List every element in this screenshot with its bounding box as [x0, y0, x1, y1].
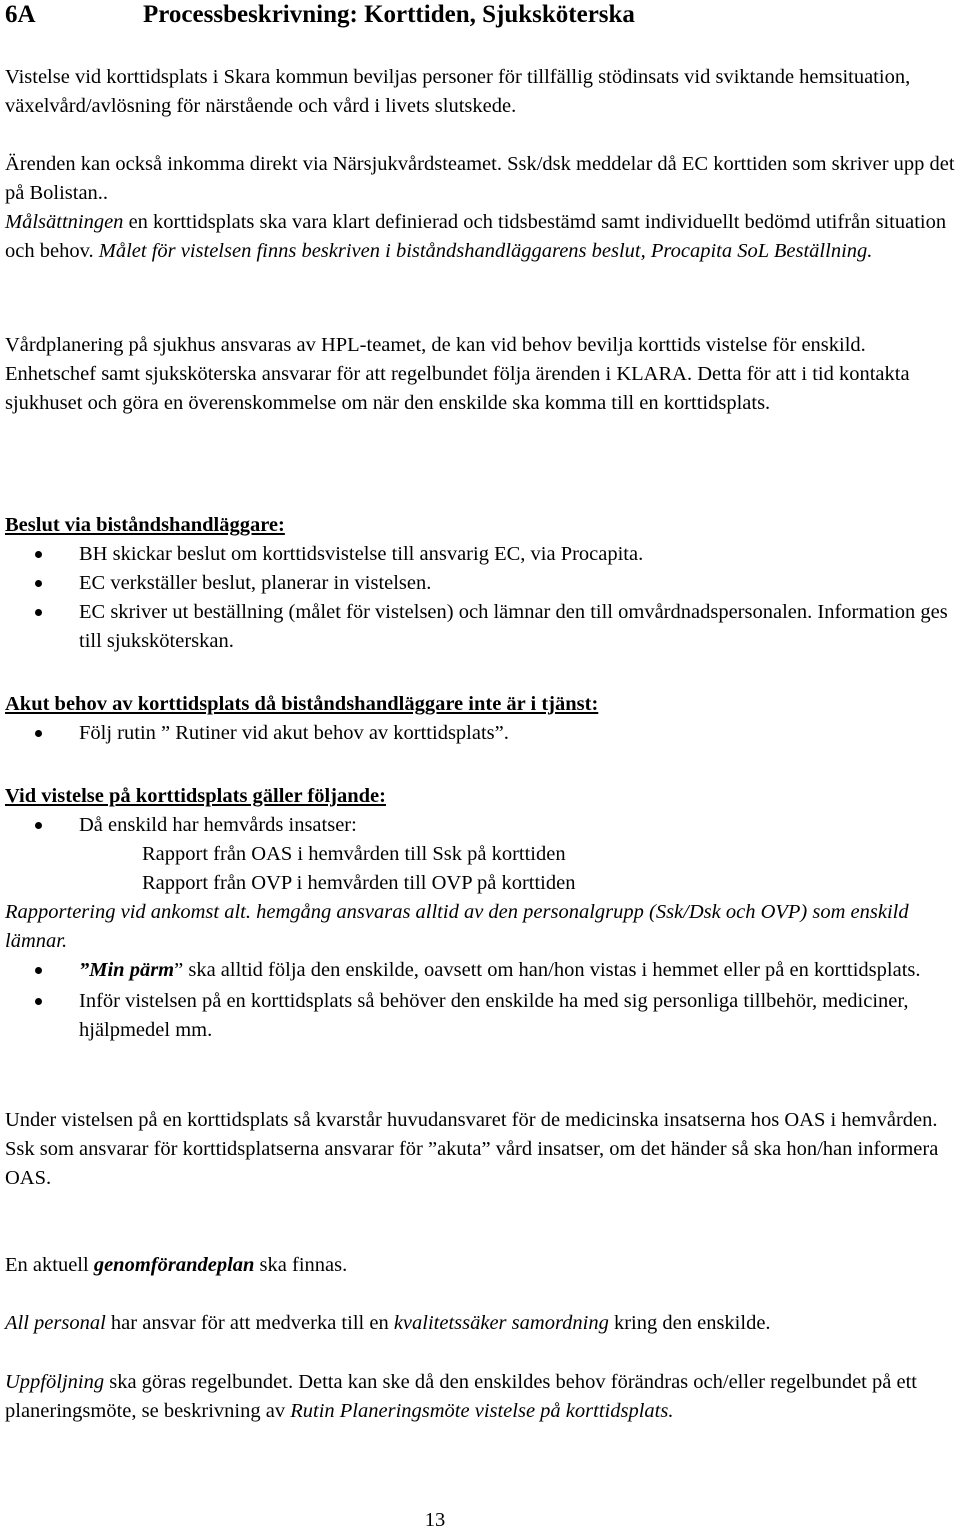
- routine-reference: Rutin Planeringsmöte vistelse på korttidsplats.: [290, 1400, 674, 1422]
- bullet-icon: [35, 998, 42, 1005]
- list-item: EC verkställer beslut, planerar in vistelsen.: [5, 569, 957, 598]
- list-item: Inför vistelsen på en korttidsplats så behöver den enskilde ha med sig personliga tillbehör, mediciner, hjälpmedel mm.: [5, 987, 957, 1045]
- stay-heading: Vid vistelse på korttidsplats gäller följande:: [5, 785, 386, 807]
- page-number: 13: [424, 1509, 446, 1531]
- acute-list: [5, 719, 957, 748]
- section-number: 6A: [5, 1, 36, 28]
- responsibility-section: [5, 1106, 957, 1193]
- stay-list-2: [5, 956, 957, 1045]
- list-item: BH skickar beslut om korttidsvistelse till ansvarig EC, via Procapita.: [5, 540, 957, 569]
- bullet-icon: [35, 730, 42, 737]
- coordination-term: kvalitetssäker samordning: [393, 1312, 609, 1334]
- page-title: Processbeskrivning: Korttiden, Sjuksköterska: [143, 1, 635, 28]
- acute-heading: Akut behov av korttidsplats då biståndshandläggare inte är i tjänst:: [5, 693, 599, 715]
- planning-paragraph-1: Vårdplanering på sjukhus ansvaras av HPL-teamet, de kan vid behov bevilja korttids vistelse för enskild.: [5, 334, 866, 356]
- plan-section: [5, 1251, 957, 1280]
- binder-term: ”Min pärm: [79, 959, 175, 981]
- staff-section: [5, 1309, 957, 1338]
- staff-term: All personal: [5, 1312, 106, 1334]
- intro-section-2: [5, 150, 957, 266]
- reporting-note: Rapportering vid ankomst alt. hemgång ansvaras alltid av den personalgrupp (Ssk/Dsk och OVP) som enskild lämnar.: [5, 901, 909, 952]
- intro-paragraph-2: Ärenden kan också inkomma direkt via Närsjukvårdsteamet. Ssk/dsk meddelar då EC korttiden som skriver upp det på Bolistan..: [5, 153, 955, 204]
- intro-paragraph-3: [5, 208, 957, 266]
- stay-section: [5, 782, 957, 1045]
- bullet-icon: [35, 551, 42, 558]
- stay-list: [5, 811, 957, 840]
- followup-section: [5, 1368, 957, 1426]
- followup-term: Uppföljning: [5, 1371, 105, 1393]
- bullet-icon: [35, 967, 42, 974]
- list-item: ”Min pärm” ska alltid följa den enskilde, oavsett om han/hon vistas i hemmet eller på en korttidsplats.: [5, 956, 957, 985]
- bullet-icon: [35, 822, 42, 829]
- acute-section: [5, 690, 957, 748]
- plan-term: genomförandeplan: [93, 1254, 255, 1276]
- bullet-icon: [35, 609, 42, 616]
- bullet-icon: [35, 580, 42, 587]
- decision-heading: Beslut via biståndshandläggare:: [5, 514, 285, 536]
- goal-reference: Målet för vistelsen finns beskriven i biståndshandläggarens beslut, Procapita SoL Beställning.: [98, 240, 873, 262]
- report-line-oas: Rapport från OAS i hemvården till Ssk på korttiden: [142, 843, 566, 865]
- responsibility-paragraph-1: Under vistelsen på en korttidsplats så kvarstår huvudansvaret för de medicinska insatserna hos OAS i hemvården.: [5, 1109, 938, 1131]
- list-item: Då enskild har hemvårds insatser:: [5, 811, 957, 840]
- goal-text: en korttidsplats ska vara klart definierad och tidsbestämd samt individuellt bedömd utifrån situation och behov.: [5, 211, 947, 262]
- decision-section: [5, 511, 957, 656]
- intro-section: [5, 63, 957, 121]
- planning-section: [5, 331, 957, 418]
- report-line-ovp: Rapport från OVP i hemvården till OVP på korttiden: [142, 872, 576, 894]
- responsibility-paragraph-2: Ssk som ansvarar för korttidsplatserna ansvarar för ”akuta” vård insatser, om det händer så ska hon/han informera OAS.: [5, 1138, 939, 1189]
- list-item: Följ rutin ” Rutiner vid akut behov av korttidsplats”.: [5, 719, 957, 748]
- goal-term: Målsättningen: [5, 211, 124, 233]
- planning-paragraph-2: Enhetschef samt sjuksköterska ansvarar för att regelbundet följa ärenden i KLARA. Detta för att i tid kontakta sjukhuset och göra en överenskommelse om när den enskilde ska komma till en korttidsplats.: [5, 363, 910, 414]
- followup-paragraph: Uppföljning ska göras regelbundet. Detta kan ske då den enskildes behov förändras och/eller regelbundet på ett planeringsmöte, se beskrivning av Rutin Planeringsmöte vistelse på korttidsplats.: [5, 1371, 917, 1422]
- list-item: EC skriver ut beställning (målet för vistelsen) och lämnar den till omvårdnadspersonalen. Information ges till sjuksköterskan.: [5, 598, 957, 656]
- decision-list: [5, 540, 957, 656]
- staff-paragraph: All personal har ansvar för att medverka till en kvalitetssäker samordning kring den enskilde.: [5, 1312, 771, 1334]
- plan-paragraph: En aktuell genomförandeplan ska finnas.: [5, 1254, 348, 1276]
- intro-paragraph-1: Vistelse vid korttidsplats i Skara kommun beviljas personer för tillfällig stödinsats vid sviktande hemsituation, växelvård/avlösning för närstående och vård i livets slutskede.: [5, 66, 911, 117]
